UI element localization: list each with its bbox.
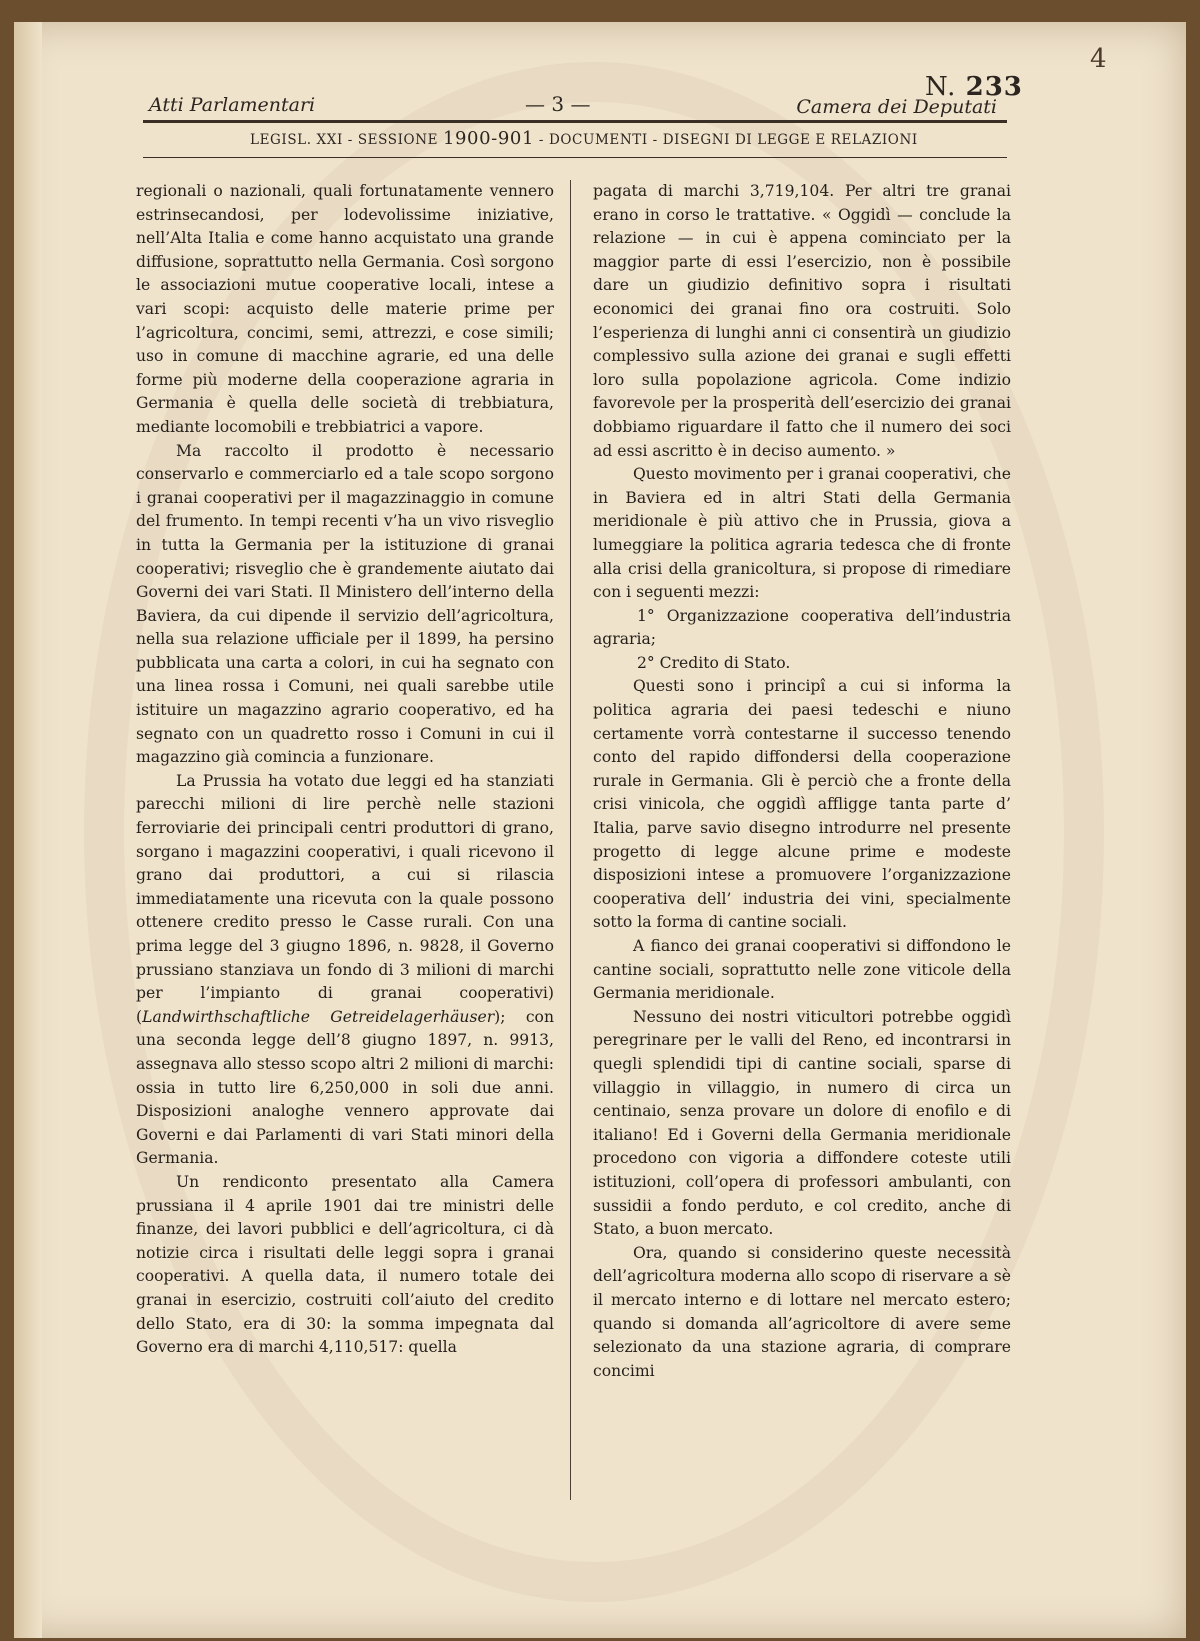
subheader-left: LEGISL. XXI - SESSIONE — [250, 132, 443, 148]
running-header — [135, 84, 1015, 118]
header-right: Camera dei Deputati — [796, 96, 997, 118]
paragraph: Ma raccolto il prodotto è necessario conservarlo e commerciarlo ed a tale scopo sorgono i granai cooperativi per il magazzinaggio in comune del frumento. In tempi recenti v’ha un vivo risveglio in tutta la Germania per la istituzione di granai cooperativi; risveglio che è grandemente aiutato dai Governi dei vari Stati. Il Ministero dell’interno della Baviera, da cui dipende il servizio dell’agricoltura, nella sua relazione ufficiale per il 1899, ha persino pubblicata una carta a colori, in cui ha segnato con una linea rossa i Comuni, nei quali sarebbe utile istituire un magazzino agrario cooperativo, ed ha segnato con un quadretto rosso i Comuni in cui il magazzino già comincia a funzionare. — [136, 441, 554, 767]
paragraph: A fianco dei granai cooperativi si diffondono le cantine sociali, soprattutto nelle zone viticole della Germania meridionale. — [593, 937, 1011, 1003]
subheader-right: - DOCUMENTI - DISEGNI DI LEGGE E RELAZIONI — [534, 132, 918, 148]
paragraph: Nessuno dei nostri viticultori potrebbe oggidì peregrinare per le valli del Reno, ed incontrarsi in quegli splendidi tipi di cantine sociali, sparse di villaggio in villaggio, in numero di circa un centinaio, senza provare un dolore di enofilo e di italiano! Ed i Governi della Germania meridionale procedono con vigoria a diffondere coteste utili istituzioni, coll’opera di professori ambulanti, con sussidii a fondo perduto, e col credito, anche di Stato, a buon mercato. — [593, 1007, 1011, 1239]
paragraph: Un rendiconto presentato alla Camera prussiana il 4 aprile 1901 dai tre ministri delle finanze, dei lavori pubblici e dell’agricoltura, ci dà notizie circa i risultati delle leggi sopra i granai cooperativi. A quella data, il numero totale dei granai in esercizio, costruiti coll’aiuto del credito dello Stato, era di 30: la somma impegnata dal Governo era di marchi 4,110,517: quella — [136, 1172, 554, 1357]
subheader-year: 1900-901 — [442, 128, 535, 149]
paragraph: pagata di marchi 3,719,104. Per altri tre granai erano in corso le trattative. « Oggidì — conclude la relazione — in cui è appena cominciato per la maggior parte di essi l’esercizio, non è possibile dare un giudizio definitivo sopra i risultati economici dei granai fino ora costruiti. Solo l’esperienza di lunghi anni ci consentirà un giudizio complessivo sulla azione dei granai e sugli effetti loro sulla popolazione agricola. Come indizio favorevole per la prosperità dell’esercizio dei granai dobbiamo riguardare il fatto che il numero dei soci ad essi ascritto è in deciso aumento. » — [593, 182, 1011, 460]
document-number-value: 233 — [965, 72, 1023, 102]
left-column — [136, 180, 554, 1360]
paragraph-text: ); con una seconda legge dell’8 giugno 1897, n. 9913, assegnava allo stesso scopo altri 2 milioni di marchi: ossia in tutto lire 6,250,000 in soli due anni. Disposizioni analoghe vennero approvate dai Governi e dai Parlamenti di vari Stati minori della Germania. — [136, 1007, 554, 1168]
column-divider — [570, 180, 571, 1500]
sheet-number: 4 — [1090, 44, 1107, 74]
header-left: Atti Parlamentari — [149, 94, 316, 116]
italic-term: Landwirthschaftliche Getreidelagerhäuser — [142, 1007, 495, 1026]
header-rule-thin — [143, 157, 1007, 158]
paragraph: 2° Credito di Stato. — [637, 653, 791, 672]
paragraph: 1° Organizzazione cooperativa dell’industria agraria; — [593, 606, 1011, 649]
paragraph: Questo movimento per i granai cooperativi, che in Baviera ed in altri Stati della Germania meridionale è più attivo che in Prussia, giova a lumeggiare la politica agraria tedesca che di fronte alla crisi della granicoltura, si propose di rimediare con i seguenti mezzi: — [593, 465, 1011, 602]
header-rule-thick — [143, 120, 1007, 123]
paragraph — [136, 770, 554, 1171]
document-number-prefix: N. — [925, 72, 957, 102]
paragraph-text: La Prussia ha votato due leggi ed ha stanziati parecchi milioni di lire perchè nelle stazioni ferroviarie dei principali centri produttori di grano, sorgano i magazzini cooperativi, i quali ricevono il grano dai produttori, a cui si rilascia immediatamente una ricevuta con la quale possono ottenere credito presso le Casse rurali. Con una prima legge del 3 giugno 1896, n. 9828, il Governo prussiano stanziava un fondo di 3 milioni di marchi per l’impianto di granai cooperativi) ( — [136, 771, 554, 1026]
document-number — [925, 72, 1023, 102]
session-subheader — [250, 128, 918, 149]
right-column — [593, 180, 1011, 1383]
paragraph: regionali o nazionali, quali fortunatamente vennero estrinsecandosi, per lodevolissime iniziative, nell’Alta Italia e come hanno acquistato una grande diffusione, soprattutto nella Germania. Così sorgono le associazioni mutue cooperative locali, intese a vari scopi: acquisto delle materie prime per l’agricoltura, concimi, semi, attrezzi, e cose simili; uso in comune di macchine agrarie, ed una delle forme più moderne della cooperazione agraria in Germania è quella delle società di trebbiatura, mediante locomobili e trebbiatrici a vapore. — [136, 182, 554, 436]
paragraph: Ora, quando si considerino queste necessità dell’agricoltura moderna allo scopo di riservare a sè il mercato interno e di lottare nel mercato estero; quando si domanda all’agricoltore di avere seme selezionato da una stazione agraria, di comprare concimi — [593, 1243, 1011, 1380]
header-page-number: — 3 — — [525, 92, 591, 116]
paragraph: Questi sono i principî a cui si informa la politica agraria dei paesi tedeschi e niuno certamente vorrà contestarne il successo tenendo conto del rapido diffondersi della cooperazione rurale in Germania. Gli è perciò che a fronte della crisi vinicola, che oggidì affligge tanta parte d’ Italia, parve savio disegno introdurre nel presente progetto di legge alcune prime e modeste disposizioni intese a promuovere l’organizzazione cooperativa dell’ industria dei vini, specialmente sotto la forma di cantine sociali. — [593, 677, 1011, 932]
